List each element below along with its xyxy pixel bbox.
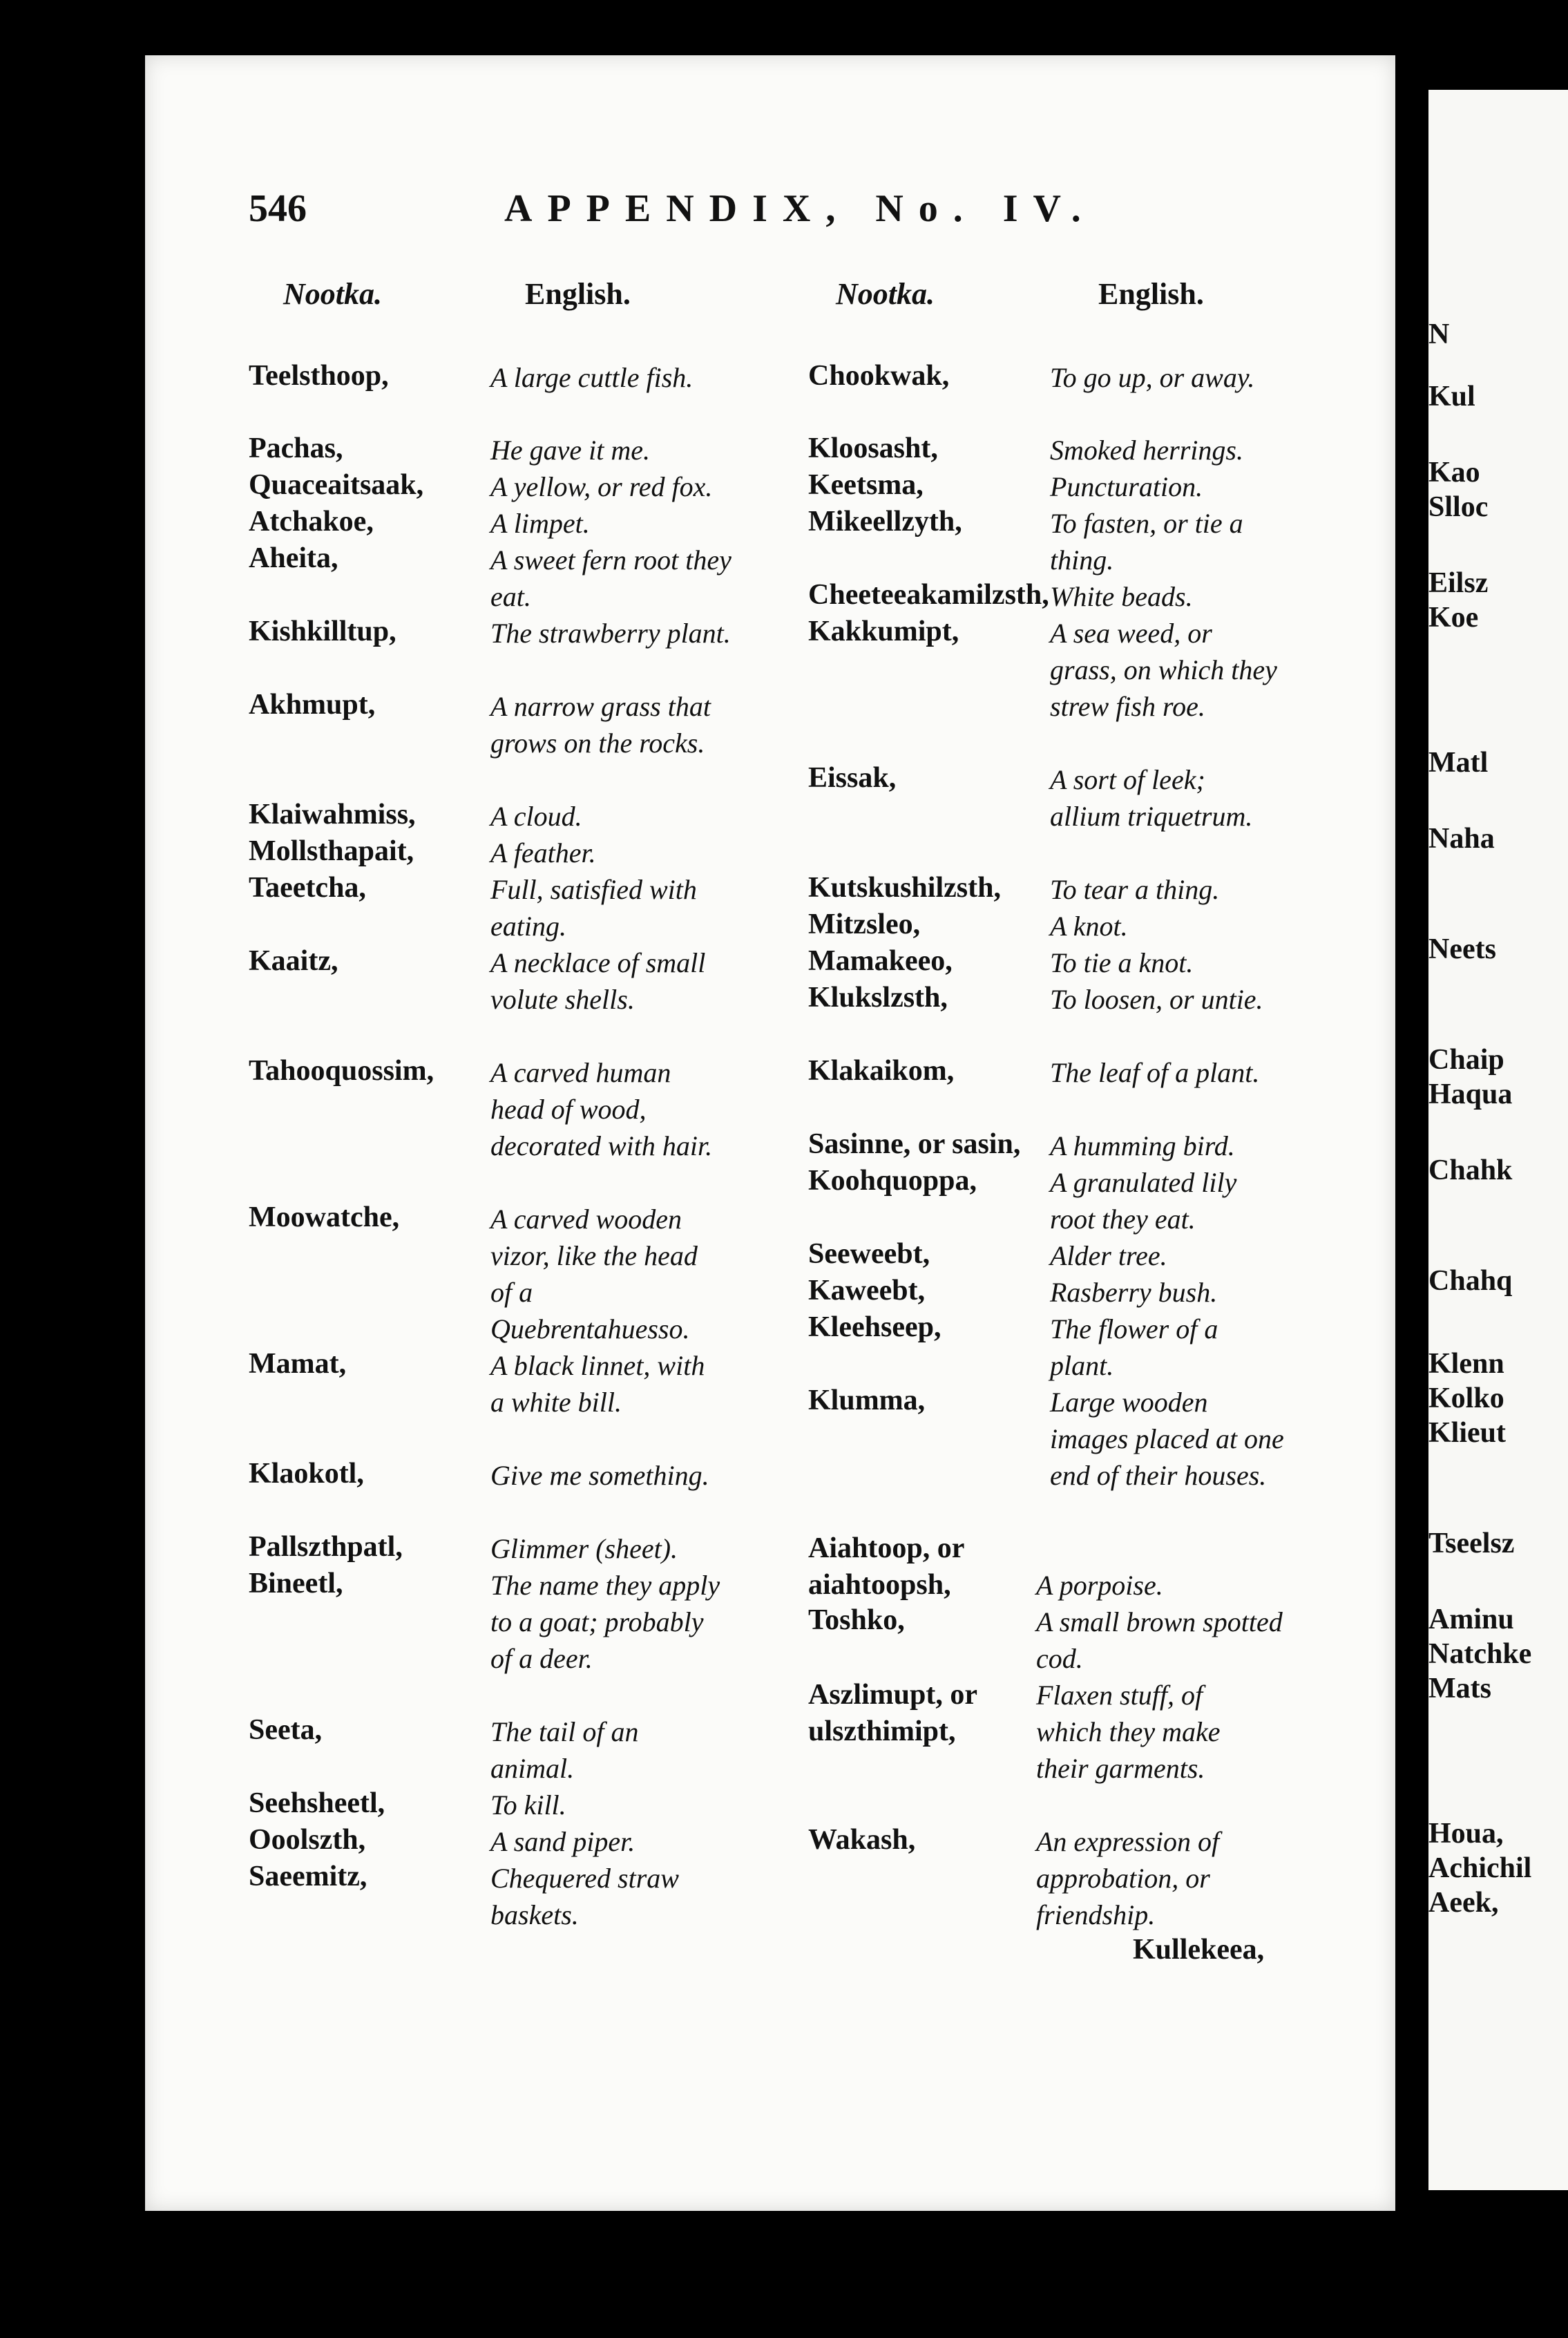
left-gloss: Give me something. [490,1460,709,1491]
left-word: Teelsthoop, [249,360,389,392]
right-gloss: The flower of a plant. [1050,1313,1218,1381]
right-word: Aiahtoop, or aiahtoopsh, [808,1532,964,1601]
right-word: Klakaikom, [808,1055,955,1087]
facing-text: Matl [1428,747,1489,779]
right-word: Seeweebt, [808,1238,930,1270]
left-word: Pallszthpatl, [249,1531,403,1563]
left-word: Atchakoe, [249,506,374,538]
right-gloss: To tie a knot. [1050,947,1194,978]
left-gloss: A carved human head of wood, decorated with hair. [490,1057,713,1161]
left-gloss: Chequered straw baskets. [490,1863,679,1930]
facing-text: Klieut [1428,1417,1506,1449]
facing-text: Mats [1428,1673,1491,1704]
facing-text: Haqua [1428,1078,1513,1110]
left-word: Kaaitz, [249,945,338,977]
left-word: Seeta, [249,1714,323,1746]
right-word: Keetsma, [808,469,924,501]
left-word: Kishkilltup, [249,616,396,647]
left-gloss: A narrow grass that grows on the rocks. [490,691,711,759]
right-gloss: A porpoise. [1036,1570,1163,1601]
right-word: Mikeellzyth, [808,506,962,538]
right-word: Chookwak, [808,360,950,392]
facing-text: Neets [1428,933,1496,965]
facing-text: N [1428,319,1450,350]
right-word: Wakash, [808,1824,916,1856]
left-word: Saeemitz, [249,1861,367,1892]
facing-text: Chahq [1428,1265,1513,1297]
facing-text: Achichil [1428,1852,1532,1884]
column-header-nootka-left: Nootka. [283,277,382,311]
right-word: Kaweebt, [808,1275,926,1306]
left-gloss: A large cuttle fish. [490,362,694,393]
left-word: Taeetcha, [249,872,366,904]
right-word: Kleehseep, [808,1311,941,1343]
right-gloss: A humming bird. [1050,1130,1235,1161]
right-gloss: To loosen, or untie. [1050,984,1263,1015]
left-word: Mollsthapait, [249,835,414,867]
left-gloss: To kill. [490,1789,566,1821]
left-gloss: The strawberry plant. [490,618,731,649]
facing-text: Aeek, [1428,1887,1499,1919]
right-word: Klumma, [808,1385,926,1416]
right-word: Aszlimupt, or ulszthimipt, [808,1679,977,1747]
right-gloss: Smoked herrings. [1050,435,1243,466]
column-header-nootka-right: Nootka. [836,277,935,311]
right-gloss: White beads. [1050,581,1193,612]
right-gloss: Puncturation. [1050,471,1203,502]
right-gloss: A sea weed, or grass, on which they strew fish roe. [1050,618,1277,722]
facing-text: Kul [1428,381,1475,412]
right-word: Koohquoppa, [808,1165,977,1197]
right-word: Kutskushilzsth, [808,872,1001,904]
facing-text: Naha [1428,823,1495,855]
right-word: Sasinne, or sasin, [808,1128,1021,1160]
right-word: Toshko, [808,1604,905,1636]
facing-text: Eilsz [1428,567,1489,599]
column-header-english-right: English. [1098,277,1204,311]
facing-text: Natchke [1428,1638,1532,1670]
facing-text: Klenn [1428,1348,1504,1380]
left-gloss: A necklace of small volute shells. [490,947,706,1015]
catchword: Kullekeea, [1133,1934,1265,1966]
right-word: Kakkumipt, [808,616,959,647]
left-word: Seehsheetl, [249,1787,385,1819]
facing-text: Kao [1428,457,1480,488]
page-title: APPENDIX, No. IV. [504,187,1096,230]
right-gloss: Flaxen stuff, of which they make their garments. [1036,1680,1221,1784]
left-word: Moowatche, [249,1201,400,1233]
book-page [145,55,1395,2211]
left-gloss: Full, satisfied with eating. [490,874,697,942]
left-gloss: Glimmer (sheet). [490,1533,678,1564]
facing-page-fragment [1428,90,1568,2190]
left-gloss: A cloud. [490,801,582,832]
right-gloss: A knot. [1050,911,1128,942]
page-number: 546 [249,187,307,230]
right-word: Cheeteeakamilzsth, [808,579,1049,611]
right-gloss: Rasberry bush. [1050,1277,1218,1308]
right-gloss: A sort of leek; allium triquetrum. [1050,764,1253,832]
right-word: Kloosasht, [808,433,938,464]
left-word: Mamat, [249,1348,347,1380]
left-gloss: A sweet fern root they eat. [490,544,732,612]
right-gloss: Large wooden images placed at one end of their houses. [1050,1387,1284,1491]
left-gloss: A sand piper. [490,1826,635,1857]
right-gloss: Alder tree. [1050,1240,1167,1271]
left-word: Klaokotl, [249,1458,364,1490]
right-gloss: A small brown spotted cod. [1036,1606,1283,1674]
right-gloss: To tear a thing. [1050,874,1220,905]
right-gloss: An expression of approbation, or friendship. [1036,1826,1220,1930]
right-gloss: A granulated lily root they eat. [1050,1167,1237,1235]
left-word: Bineetl, [249,1568,343,1599]
left-gloss: The name they apply to a goat; probably of a deer. [490,1570,720,1674]
facing-text: Chahk [1428,1154,1513,1186]
facing-text: Chaip [1428,1044,1504,1076]
facing-text: Koe [1428,602,1479,634]
right-word: Eissak, [808,762,897,794]
facing-text: Slloc [1428,491,1489,523]
facing-text: Tseelsz [1428,1528,1515,1559]
left-word: Akhmupt, [249,689,376,721]
left-word: Klaiwahmiss, [249,799,416,830]
right-word: Mamakeeo, [808,945,953,977]
right-word: Klukslzsth, [808,982,948,1014]
left-gloss: A carved wooden vizor, like the head of a Quebrentahuesso. [490,1204,698,1344]
left-gloss: A limpet. [490,508,590,539]
left-gloss: The tail of an animal. [490,1716,639,1784]
left-gloss: A black linnet, with a white bill. [490,1350,705,1418]
left-word: Tahooquossim, [249,1055,434,1087]
left-gloss: A yellow, or red fox. [490,471,713,502]
left-word: Aheita, [249,542,338,574]
facing-text: Aminu [1428,1604,1514,1635]
facing-text: Kolko [1428,1382,1504,1414]
left-word: Ooolszth, [249,1824,366,1856]
right-gloss: To go up, or away. [1050,362,1255,393]
column-header-english-left: English. [525,277,631,311]
left-gloss: A feather. [490,837,596,868]
right-gloss: The leaf of a plant. [1050,1057,1260,1088]
left-gloss: He gave it me. [490,435,651,466]
right-gloss: To fasten, or tie a thing. [1050,508,1243,576]
left-word: Quaceaitsaak, [249,469,424,501]
left-word: Pachas, [249,433,343,464]
right-word: Mitzsleo, [808,909,921,940]
facing-text: Houa, [1428,1818,1504,1850]
